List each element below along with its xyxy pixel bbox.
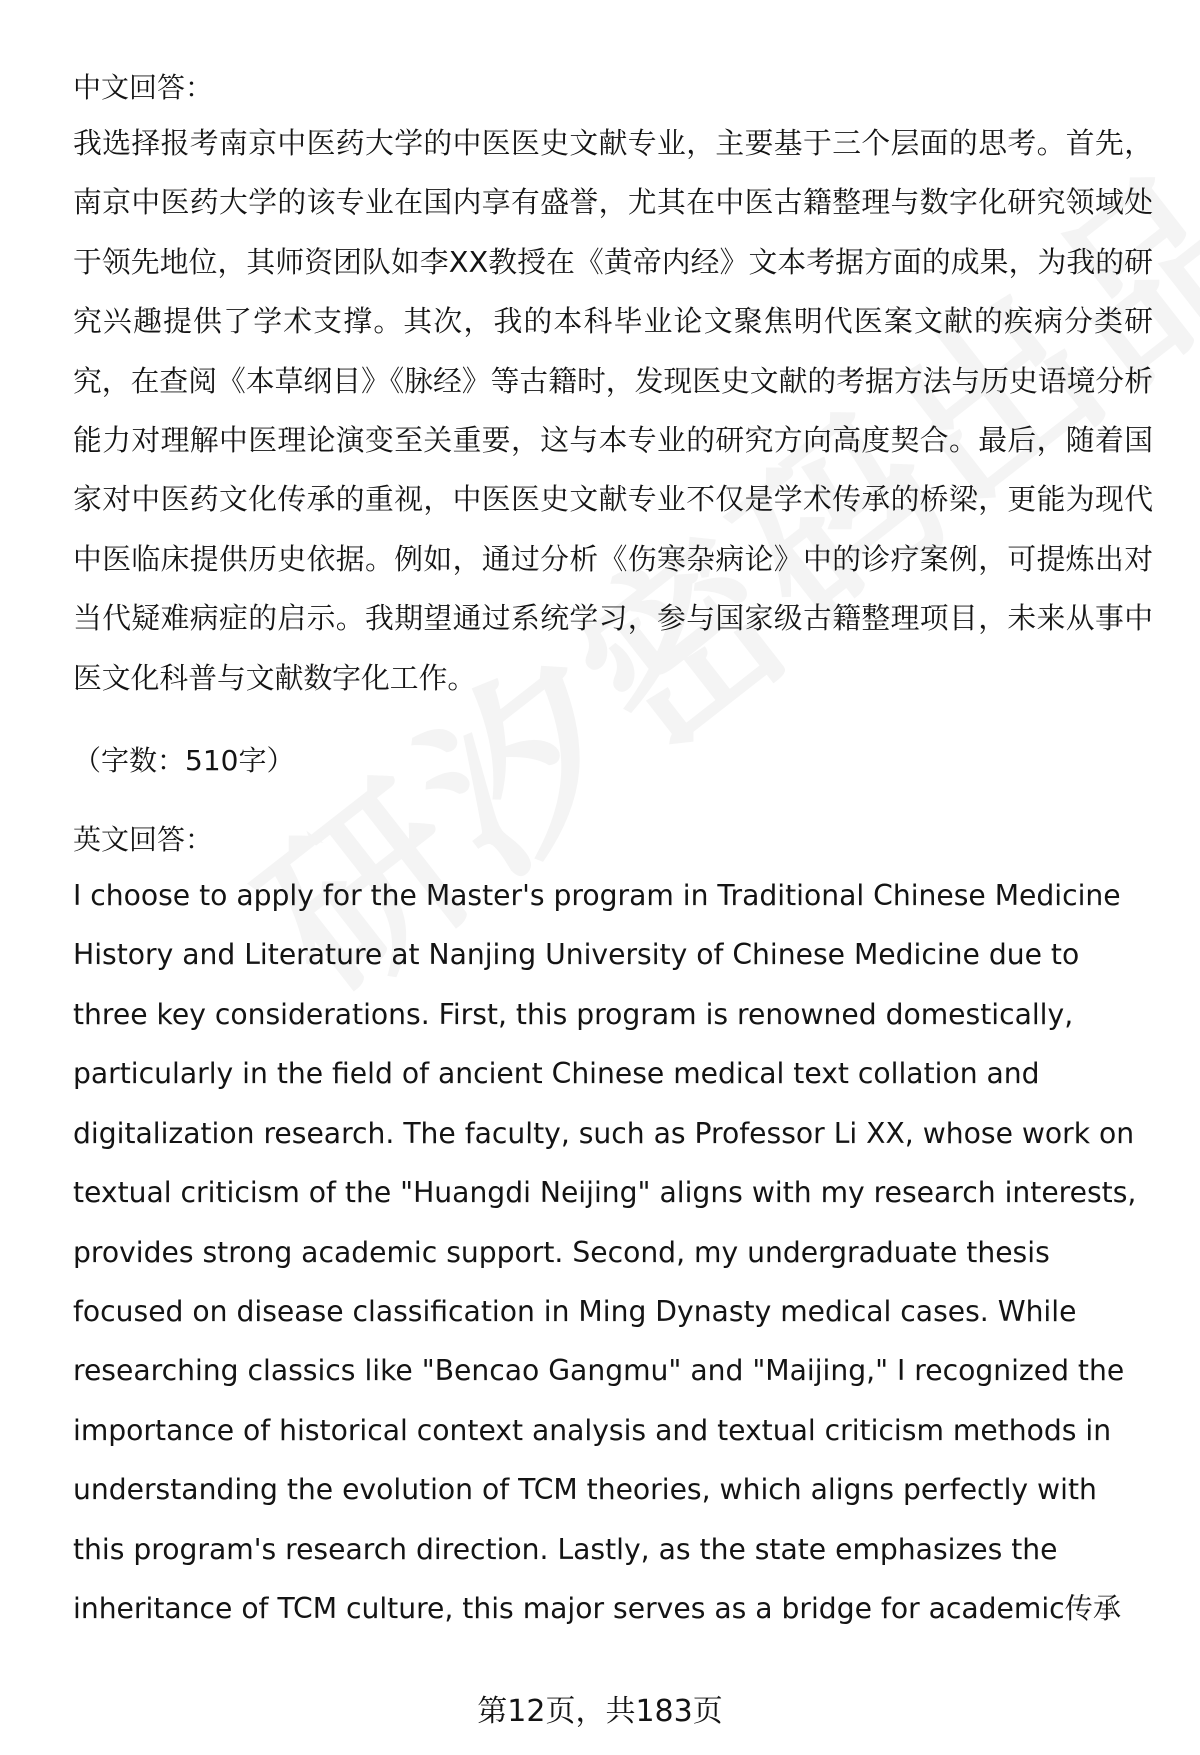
word-count: （字数：510字） xyxy=(73,744,295,778)
en-line: History and Literature at Nanjing University of Chinese Medicine due to xyxy=(73,938,1080,972)
en-line: digitalization research. The faculty, such as Professor Li XX, whose work on xyxy=(73,1116,1135,1150)
en-line: textual criticism of the "Huangdi Neijing" aligns with my research interests, xyxy=(73,1176,1137,1210)
en-paragraph xyxy=(73,866,1153,1638)
page-content xyxy=(73,62,1153,1638)
zh-paragraph: 我选择报考南京中医药大学的中医医史文献专业，主要基于三个层面的思考。首先，南京中医药大学的该专业在国内享有盛誉，尤其在中医古籍整理与数字化研究领域处于领先地位，其师资团队如李XX教授在《黄帝内经》文本考据方面的成果，为我的研究兴趣提供了学术支撑。其次，我的本科毕业论文聚焦明代医案文献的疾病分类研究，在查阅《本草纲目》《脉经》等古籍时，发现医史文献的考据方法与历史语境分析能力对理解中医理论演变至关重要，这与本专业的研究方向高度契合。最后，随着国家对中医药文化传承的重视，中医医史文献专业不仅是学术传承的桥梁，更能为现代中医临床提供历史依据。例如，通过分析《伤寒杂病论》中的诊疗案例，可提炼出对当代疑难病症的启示。我期望通过系统学习，参与国家级古籍整理项目，未来从事中医文化科普与文献数字化工作。 xyxy=(73,126,1153,695)
zh-heading: 中文回答： xyxy=(73,71,214,104)
en-line: particularly in the field of ancient Chinese medical text collation and xyxy=(73,1057,1040,1091)
en-line: I choose to apply for the Master's program in Traditional Chinese Medicine xyxy=(73,879,1121,913)
en-heading: 英文回答： xyxy=(73,823,214,857)
en-line: provides strong academic support. Second, my undergraduate thesis xyxy=(73,1235,1050,1269)
en-line: three key considerations. First, this program is renowned domestically, xyxy=(73,997,1074,1031)
en-line: focused on disease classification in Ming Dynasty medical cases. While xyxy=(73,1294,1077,1328)
en-line: inheritance of TCM culture, this major serves as a bridge for academic传承 xyxy=(73,1591,1122,1625)
en-line: importance of historical context analysis and textual criticism methods in xyxy=(73,1413,1112,1447)
en-line: researching classics like "Bencao Gangmu" and "Maijing," I recognized the xyxy=(73,1354,1125,1388)
en-line: this program's research direction. Lastly, as the state emphasizes the xyxy=(73,1532,1058,1566)
page-number: 第12页，共183页 xyxy=(477,1694,723,1729)
en-line: understanding the evolution of TCM theories, which aligns perfectly with xyxy=(73,1473,1097,1507)
